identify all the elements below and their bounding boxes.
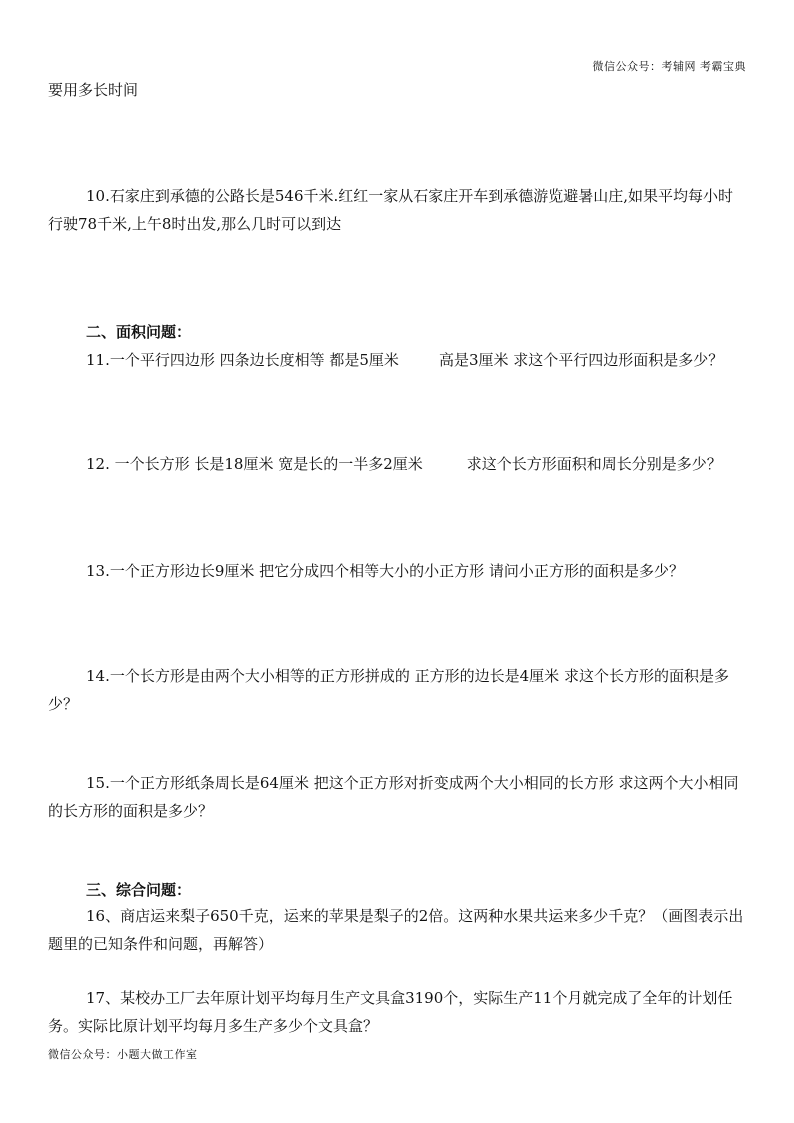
- page-footer: 微信公众号：小题大做工作室: [48, 1048, 198, 1061]
- question-11: [48, 346, 748, 374]
- question-12-part1: 12. 一个长方形 长是18厘米 宽是长的一半多2厘米: [86, 455, 423, 473]
- continued-text: 要用多长时间: [48, 81, 139, 99]
- page-header: 微信公众号：考辅网 考霸宝典: [592, 60, 746, 73]
- question-11-part1: 11.一个平行四边形 四条边长度相等 都是5厘米: [86, 351, 399, 369]
- question-17: 17、某校办工厂去年原计划平均每月生产文具盒3190个，实际生产11个月就完成了全年的计划任务。实际比原计划平均每月多生产多少个文具盒？: [48, 989, 733, 1035]
- question-16: 16、商店运来梨子650千克，运来的苹果是梨子的2倍。这两种水果共运来多少千克？（画图表示出题里的已知条件和问题，再解答）: [48, 907, 744, 953]
- section-area-heading: 二、面积问题：: [86, 323, 192, 341]
- question-11-part2: 高是3厘米 求这个平行四边形面积是多少？: [438, 351, 724, 369]
- question-10: 10.石家庄到承德的公路长是546千米.红红一家从石家庄开车到承德游览避暑山庄,如果平均每小时行驶78千米,上午8时出发,那么几时可以到达: [48, 187, 734, 233]
- question-15: 15.一个正方形纸条周长是64厘米 把这个正方形对折变成两个大小相同的长方形 求这两个大小相同的长方形的面积是多少？: [48, 774, 739, 820]
- question-12: [48, 450, 748, 478]
- question-12-part2: 求这个长方形面积和周长分别是多少？: [466, 455, 722, 473]
- section-comprehensive-heading: 三、综合问题：: [86, 881, 192, 899]
- question-14: 14.一个长方形是由两个大小相等的正方形拼成的 正方形的边长是4厘米 求这个长方形的面积是多少？: [48, 667, 729, 713]
- question-13: 13.一个正方形边长9厘米 把它分成四个相等大小的小正方形 请问小正方形的面积是多少？: [86, 562, 684, 580]
